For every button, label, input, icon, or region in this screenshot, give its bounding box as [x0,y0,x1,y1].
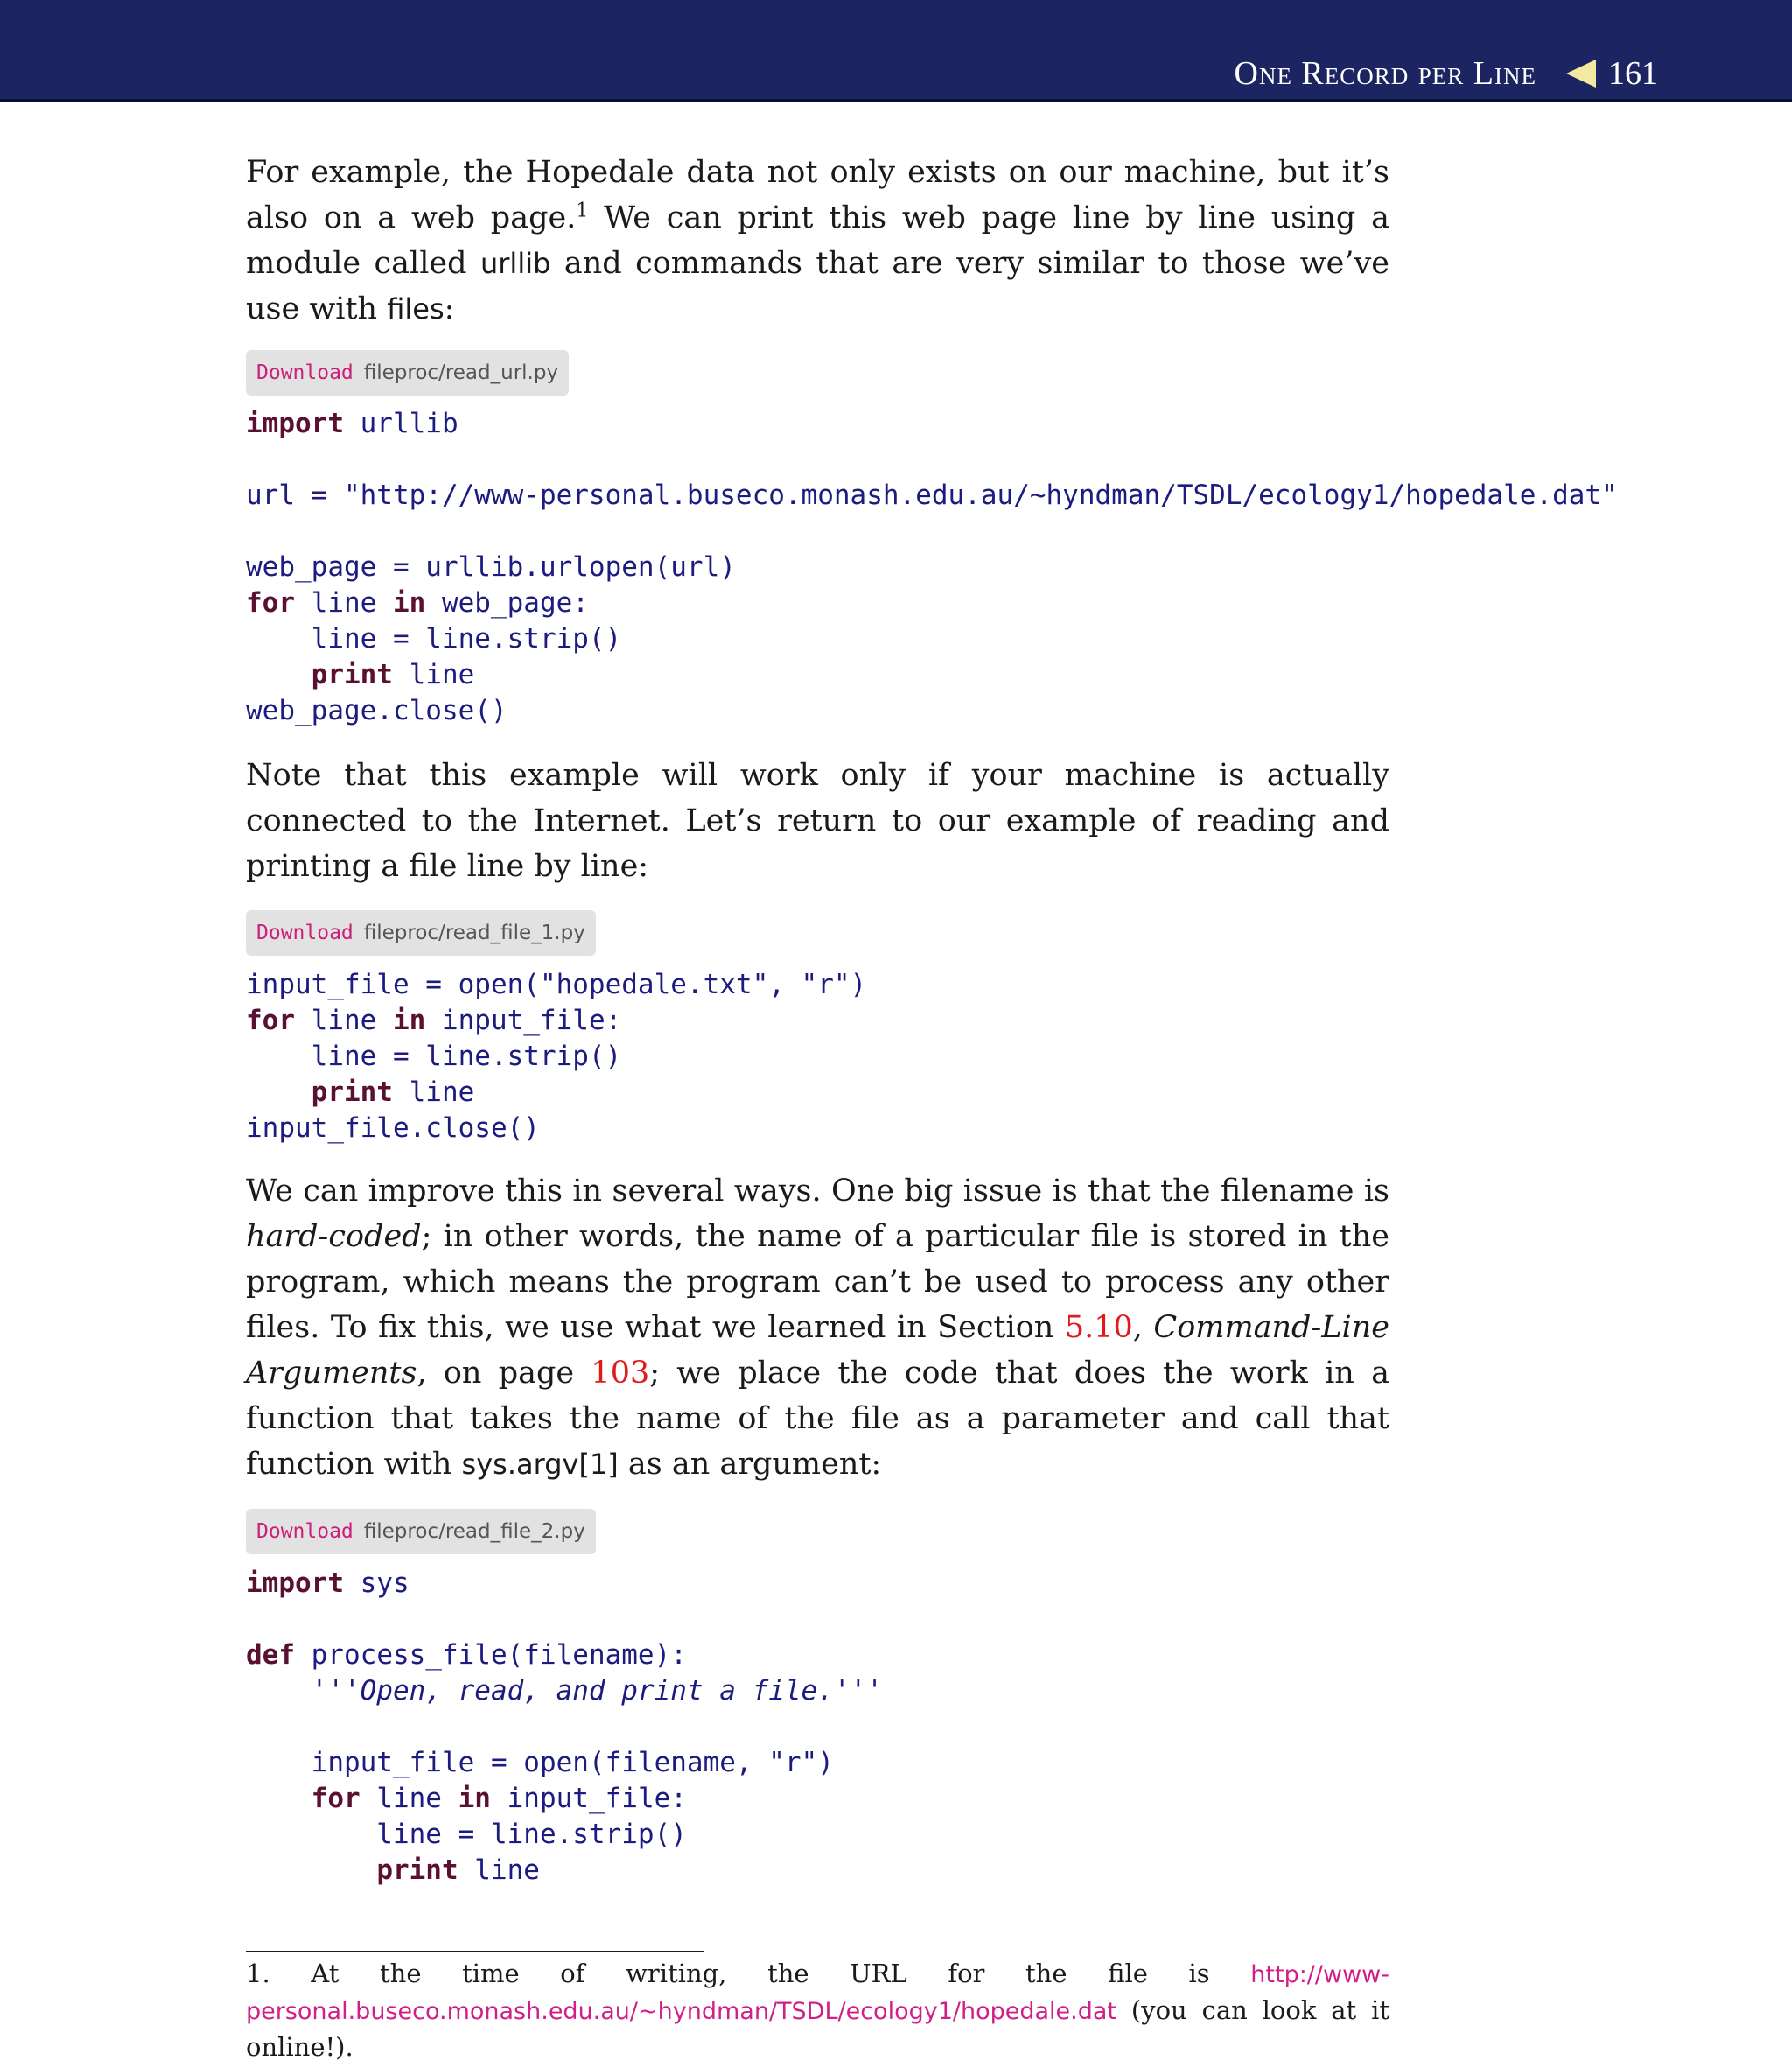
paragraph-improve: We can improve this in several ways. One big issue is that the filename is hard-coded; in other words, the name of a particular file is stored in the program, which means the program can’t be used to process any other files. To fix this, we use what we learned in Section 5.10, Command-Line Arguments, on page 103; we place the code that does the work in a function that takes the name of the file as a parameter and call that function with sys.argv[1] as an argument: [246,1174,1390,1482]
download-link-read-file-1[interactable] [246,910,596,956]
download-path: fileproc/read_file_1.py [363,922,585,944]
running-header [0,0,1792,102]
footnote-ref[interactable]: 1 [576,200,589,222]
back-arrow-icon[interactable] [1566,60,1596,88]
download-path: fileproc/read_url.py [363,361,559,384]
files-word: files [387,292,444,326]
module-name: urllib [480,247,551,280]
download-label: Download [256,922,354,944]
download-link-read-file-2[interactable] [246,1509,596,1554]
download-label: Download [256,1520,354,1543]
code-block-read-file-2: import sys def process_file(filename): '''Open, read, and print a file.''' input_file = open(filename, "r") for line in input_file: line = line.strip() print line [246,1567,883,1886]
page-link[interactable]: 103 [591,1356,650,1391]
code-block-read-url: import urllib url = "http://www-personal.buseco.monash.edu.au/~hyndman/TSDL/ecology1/hopedale.dat" web_page = urllib.urlopen(url) for line in web_page: line = line.strip() print line web_page.close() [246,408,1618,726]
footnote: 1. At the time of writing, the URL for the file is http://www-personal.buseco.monash.edu.au/~hyndman/TSDL/ecology1/hopedale.dat (you can look at it online!). [246,1959,1390,2062]
paragraph-internet-note: Note that this example will work only if your machine is actually connected to the Internet. Let’s return to our example of reading and printing a file line by line: [246,758,1390,884]
code-block-read-file-1: input_file = open("hopedale.txt", "r") for line in input_file: line = line.strip() print line input_file.close() [246,969,867,1144]
download-label: Download [256,361,354,384]
section-link[interactable]: 5.10 [1064,1310,1133,1345]
argv-code: sys.argv[1] [461,1448,619,1481]
page-number: 161 [1608,55,1658,92]
paragraph-intro: For example, the Hopedale data not only exists on our machine, but it’s also on a web page.$^1$ We can print this web page line by line using a module called urllib and commands that are very similar to those we’ve use with files: [246,155,1390,326]
hard-coded-term: hard-coded [246,1219,422,1254]
footnote-url-link[interactable]: http://www-personal.buseco.monash.edu.au/~hyndman/TSDL/ecology1/hopedale.dat [246,1961,1390,2025]
footnote-number: 1. [246,1959,270,1988]
download-link-read-url[interactable] [246,350,569,396]
footnote-divider [246,1951,704,1952]
download-path: fileproc/read_file_2.py [363,1520,585,1543]
header-title: One Record per Line [1234,55,1536,92]
section-title: Command-Line Arguments [246,1310,1390,1391]
